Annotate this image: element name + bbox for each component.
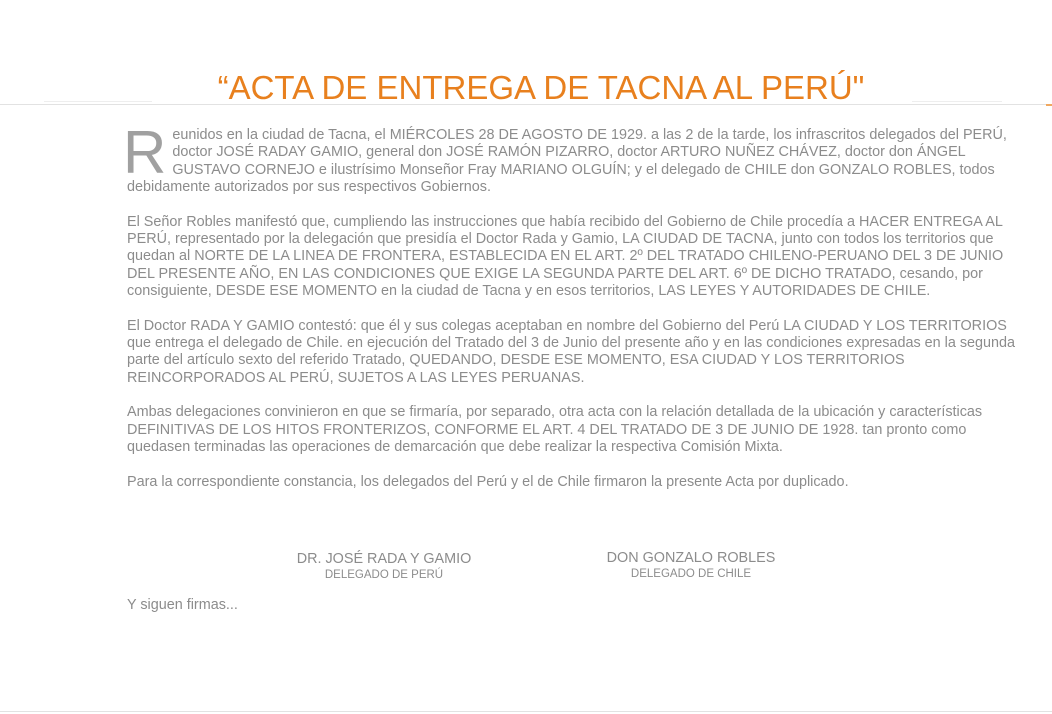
- bottom-divider: [0, 711, 1052, 712]
- document-body: [123, 119, 1017, 508]
- footer-note: Y siguen firmas...: [127, 597, 238, 613]
- paragraph-3: El Doctor RADA Y GAMIO contestó: que él y sus colegas aceptaban en nombre del Gobierno del Perú LA CIUDAD Y LOS TERRITORIOS que entrega el delegado de Chile. en ejecución del Tratado del 3 de Junio del presente año y en las condiciones expresadas en la segunda parte del artículo sexto del referido Tratado, QUEDANDO, DESDE ESE MOMENTO, ESA CIUDAD Y LOS TERRITORIOS REINCORPORADOS AL PERÚ, SUJETOS A LAS LEYES PERUANAS.: [127, 317, 1016, 386]
- paragraph-5: Para la correspondiente constancia, los delegados del Perú y el de Chile firmaron la presente Acta por duplicado.: [127, 473, 849, 490]
- signature-name: DR. JOSÉ RADA Y GAMIO: [296, 551, 472, 567]
- paragraph-1: [123, 119, 1017, 197]
- drop-cap: R: [123, 119, 167, 186]
- paragraph-2: El Señor Robles manifestó que, cumpliendo las instrucciones que había recibido del Gobierno de Chile procedía a HACER ENTREGA AL PERÚ, representado por la delegación que presidía el Doctor Rada y Gamio, LA CIUDAD DE TACNA, junto con todos los territorios que quedan al NORTE DE LA LINEA DE FRONTERA, ESTABLECIDA EN EL ART. 2º DEL TRATADO CHILENO-PERUANO DEL 3 DE JUNIO DEL PRESENTE AÑO, EN LAS CONDICIONES QUE EXIGE LA SEGUNDA PARTE DEL ART. 6º DE DICHO TRATADO, cesando, por consiguiente, DESDE ESE MOMENTO en la ciudad de Tacna y en esos territorios, LAS LEYES Y AUTORIDADES DE CHILE.: [127, 213, 1004, 300]
- paragraph-4: Ambas delegaciones convinieron en que se firmaría, por separado, otra acta con la relación detallada de la ubicación y características DEFINITIVAS DE LOS HITOS FRONTERIZOS, CONFORME EL ART. 4 DEL TRATADO DE 3 DE JUNIO DE 1928. tan pronto como quedasen terminadas las operaciones de demarcación que debe realizar la respectiva Comisión Mixta.: [127, 404, 983, 456]
- signature-role: DELEGADO DE PERÚ: [324, 569, 444, 581]
- signature-peru: [276, 550, 492, 582]
- signature-chile: [585, 549, 797, 581]
- paragraph-1-text: eunidos en la ciudad de Tacna, el MIÉRCOLES 28 DE AGOSTO DE 1929. a las 2 de la tarde, los infrascritos delegados del PERÚ, doctor JOSÉ RADAY GAMIO, general don JOSÉ RAMÓN PIZARRO, doctor ARTURO NUÑEZ CHÁVEZ, doctor don ÁNGEL GUSTAVO CORNEJO e ilustrísimo Monseñor Fray MARIANO OLGUÍN; y el delegado de CHILE don GONZALO ROBLES, todos debidamente autorizados por sus respectivos Gobiernos.: [127, 127, 1007, 196]
- signature-name: DON GONZALO ROBLES: [606, 550, 776, 566]
- signature-role: DELEGADO DE CHILE: [630, 568, 752, 580]
- document-title: “ACTA DE ENTREGA DE TACNA AL PERÚ": [217, 69, 865, 106]
